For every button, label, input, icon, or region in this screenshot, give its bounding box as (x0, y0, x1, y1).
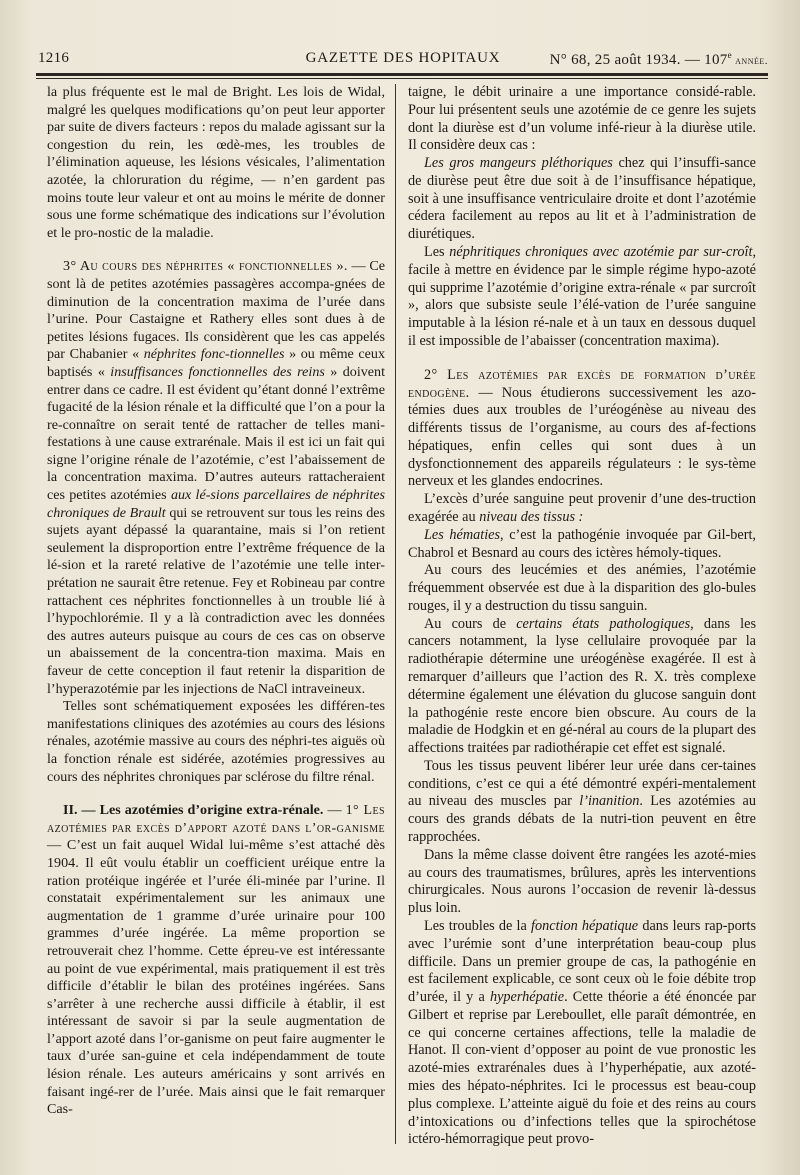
left-column (47, 84, 385, 1119)
paragraph-extra-renale: II. — Les azotémies d’origine extra-rénale. — 1° Les azotémies par excès d’apport azoté dans l’or-ganisme — C’est un fait auquel Widal lui-même s’est attaché dès 1904. Il eût voulu établir un coefficient uréique entre la ration protéique ingérée et l’urée éli-minée par l’urine. Il constatait expérimentalement sur les animaux une augmentation de 1 gramme d’urée urinaire pour 100 grammes d’urée ingérée. La même proportion se retrouverait chez l’homme. Cette épreu-ve est intéressante au point de vue expérimental, mais pratiquement il est très difficile d’établir le bilan des protéines ingérées. Sans s’arrêter à une recherche aussi difficile à établir, il est intéressant de savoir si par la seule augmentation de l’apport azoté dans l’or-ganisme on peut faire augmenter le taux d’urée san-guine et cela indépendamment de toute lésion rénale. Les auteurs américains y sont arrivés en faisant ingé-rer de l’urée. Mais ainsi que le fait remarquer Cas- (47, 802, 385, 1118)
subsection-heading-2: 2° Les azotémies par excès de formation d’urée endogène. (408, 366, 756, 401)
column-divider (395, 84, 396, 1144)
section-heading-3: 3° Au cours des néphrites « fonctionnelles ». (63, 258, 348, 275)
journal-title: GAZETTE DES HOPITAUX (305, 50, 501, 66)
paragraph-castaigne: taigne, le débit urinaire a une importance considé-rable. Pour lui présentent seuls une azotémie de ce genre les sujets dont la diurèse est d’un volume infé-rieur à la diurèse utile. Il considère deux cas : (408, 84, 756, 154)
section-heading-ii: II. — Les azotémies d’origine extra-rénale. (63, 802, 324, 819)
paragraph-hematies: Les hématies, c’est la pathogénie invoquée par Gil-bert, Chabrol et Besnard au cours des ictères hémoly-tiques. (408, 526, 756, 561)
issue-year-ordinal: e (727, 50, 732, 60)
paragraph-bright: la plus fréquente est le mal de Bright. Les lois de Widal, malgré les quelques modifications qu’on peut leur apporter par suite de divers facteurs : repos du malade agissant sur la congestion du rein, les œdè-mes, les troubles de l’élimination aqueuse, les lésions vésicales, l’alimentation azotée, la chloruration du régime, — n’en gardent pas moins toute leur valeur et ont au moins le mérite de donner sous une forme schématique des indications sur l’évolution et le pro-nostic de la maladie. (47, 84, 385, 241)
header-rule-thick (36, 73, 768, 76)
header-rule-thin (36, 78, 768, 79)
issue-number-date: N° 68, 25 août 1934. — 107 (549, 52, 728, 68)
page-number: 1216 (38, 50, 70, 66)
paragraph-destruction-tissus: L’excès d’urée sanguine peut provenir d’une des-truction exagérée au niveau des tissus : (408, 491, 756, 525)
paragraph-formation-uree: 2° Les azotémies par excès de formation d’urée endogène. — Nous étudierons successivement les azo-témies dues aux troubles de l’uréogénèse au niveau des différents tissus de l’organisme, au cours des af-fections hépatiques, enfin celles qui sont dues à un dysfonctionnement des appareils régulateurs : le sys-tème nerveux et les glandes endocrines. (408, 366, 756, 490)
paragraph-nephrites-fonctionnelles: 3° Au cours des néphrites « fonctionnelles ». — Ce sont là de petites azotémies passagères accompa-gnées de diminution de la concentration maxima de l’urée dans l’urine. Pour Castaigne et Rathery elles sont dues à de petites lésions fugaces. Ils considèrent que les cas appelés par Chabanier « néphrites fonc-tionnelles » ou même ceux baptisés « insuffisances fonctionnelles des reins » doivent entrer dans ce cadre. Il est évident qu’étant donné l’extrême fugacité de la lésion rénale et la difficulté que l’on a pour la re-connaître on serait tenté de rattacher de telles mani-festations à une cause extrarénale. Mais il est ici un fait qui signe l’origine rénale de l’azotémie, c’est l’abaissement de la concentration maxima. D’autres auteurs rattacheraient ces petites azotémies aux lé-sions parcellaires de néphrites chroniques de Brault qui se retrouvent sur tous les reins des sujets ayant dépassé la quarantaine, mais si l’on retient seulement la disproportion entre l’extrême fréquence de la lé-sion et la rareté relative de l’azotémie une telle inter-prétation ne saurait être retenue. Fey et Robineau par contre rattachent ces néphrites fonctionnelles à un trouble lié à l’hypochlorémie. Il y a là contradiction avec les données des autres auteurs puisque au cours de ces cas on observe un abaissement de la concentra-tion maxima. Mais en faveur de cette conception il faut retenir la disparition de l’hyperazotémie par les injections de NaCl intraveineux. (47, 258, 386, 697)
right-column (408, 84, 756, 1149)
issue-annee: année. (731, 55, 768, 67)
paragraph-traumatismes: Dans la même classe doivent être rangées les azoté-mies au cours des traumatismes, brûlures, après les interventions chirurgicales. Nous aurons l’occasion de revenir là-dessus plus loin. (408, 846, 756, 917)
issue-info (550, 50, 768, 69)
paragraph-nephritiques-chroniques: Les néphritiques chroniques avec azotémie par sur-croît, facile à mettre en évidence par le simple régime hypo-azoté qui supprime l’azotémie d’origine extra-rénale « par surcroît », alors que subsiste seule l’élé-vation de l’urée sanguine imputable à la lésion ré-nale et à un taux en dessous duquel il est impossible de l’abaisser (concentration maxima). (408, 244, 756, 349)
paragraph-leucemies: Au cours des leucémies et des anémies, l’azotémie fréquemment observée est due à la disparition des glo-bules rouges, il y a destruction du tissu sanguin. (408, 562, 756, 614)
paragraph-inanition: Tous les tissus peuvent libérer leur urée dans cer-taines conditions, c’est ce qui a été démontré expéri-mentalement au niveau des muscles par l’inanition. Les azotémies au cours des grands débats de la nutri-tion peuvent en être rapprochées. (408, 757, 756, 846)
paragraph-gros-mangeurs: Les gros mangeurs pléthoriques chez qui l’insuffi-sance de diurèse peut être due soit à de l’insuffisance hépatique, soit à une insuffisance ventriculaire droite et dont l’azotémie cédera facilement au repos au lit et à l’administration de diurétiques. (408, 155, 756, 243)
paragraph-fonction-hepatique: Les troubles de la fonction hépatique dans leurs rap-ports avec l’urémie sont d’une interprétation beau-coup plus difficile. Dans un premier groupe de cas, la pathogénie en est facilement explicable, ce sont ceux où le foie débite trop d’urée, il y a hyperhépatie. Cette théorie a été énoncée par Gilbert et reprise par Lereboullet, elle paraît démontrée, en ce qui concerne certaines affections, telle la maladie de Hanot. Il con-vient d’opposer au point de vue pronostic les azoté-mies extrarénales dues à l’hyperhépatie, aux azoté-mies des hépato-néphrites. Ici le processus est beau-coup plus complexe. L’atteinte aiguë du foie et des reins au cours d’intoxications ou d’infections telles que la spirochétose ictéro-hémorragique peut provo- (408, 917, 757, 1148)
subsection-heading-1: 1° Les azotémies par excès d’apport azoté dans l’or-ganisme (47, 802, 385, 836)
paragraph-summary: Telles sont schématiquement exposées les différen-tes manifestations cliniques des azotémies au cours des lésions rénales, azotémie massive au cours des néphri-tes aiguës où la fonction rénale est sidérée, azotémies progressives au cours des néphrites chroniques par sclérose du filtre rénal. (47, 698, 385, 785)
page-header (38, 50, 768, 72)
paragraph-etats-pathologiques: Au cours de certains états pathologiques, dans les cancers notamment, la lyse cellulaire provoquée par la radiothérapie détermine une uréogénèse exagérée. Il est à remarquer d’ailleurs que l’action des R. X. très complexe détermine également une élévation du glucose sanguin dont la pathogénie reste encore bien obscure. Au cours de la maladie de Hodgkin et en gé-néral au cours de la plupart des affections traitées par radiothérapie cet effet est signalé. (408, 615, 756, 757)
